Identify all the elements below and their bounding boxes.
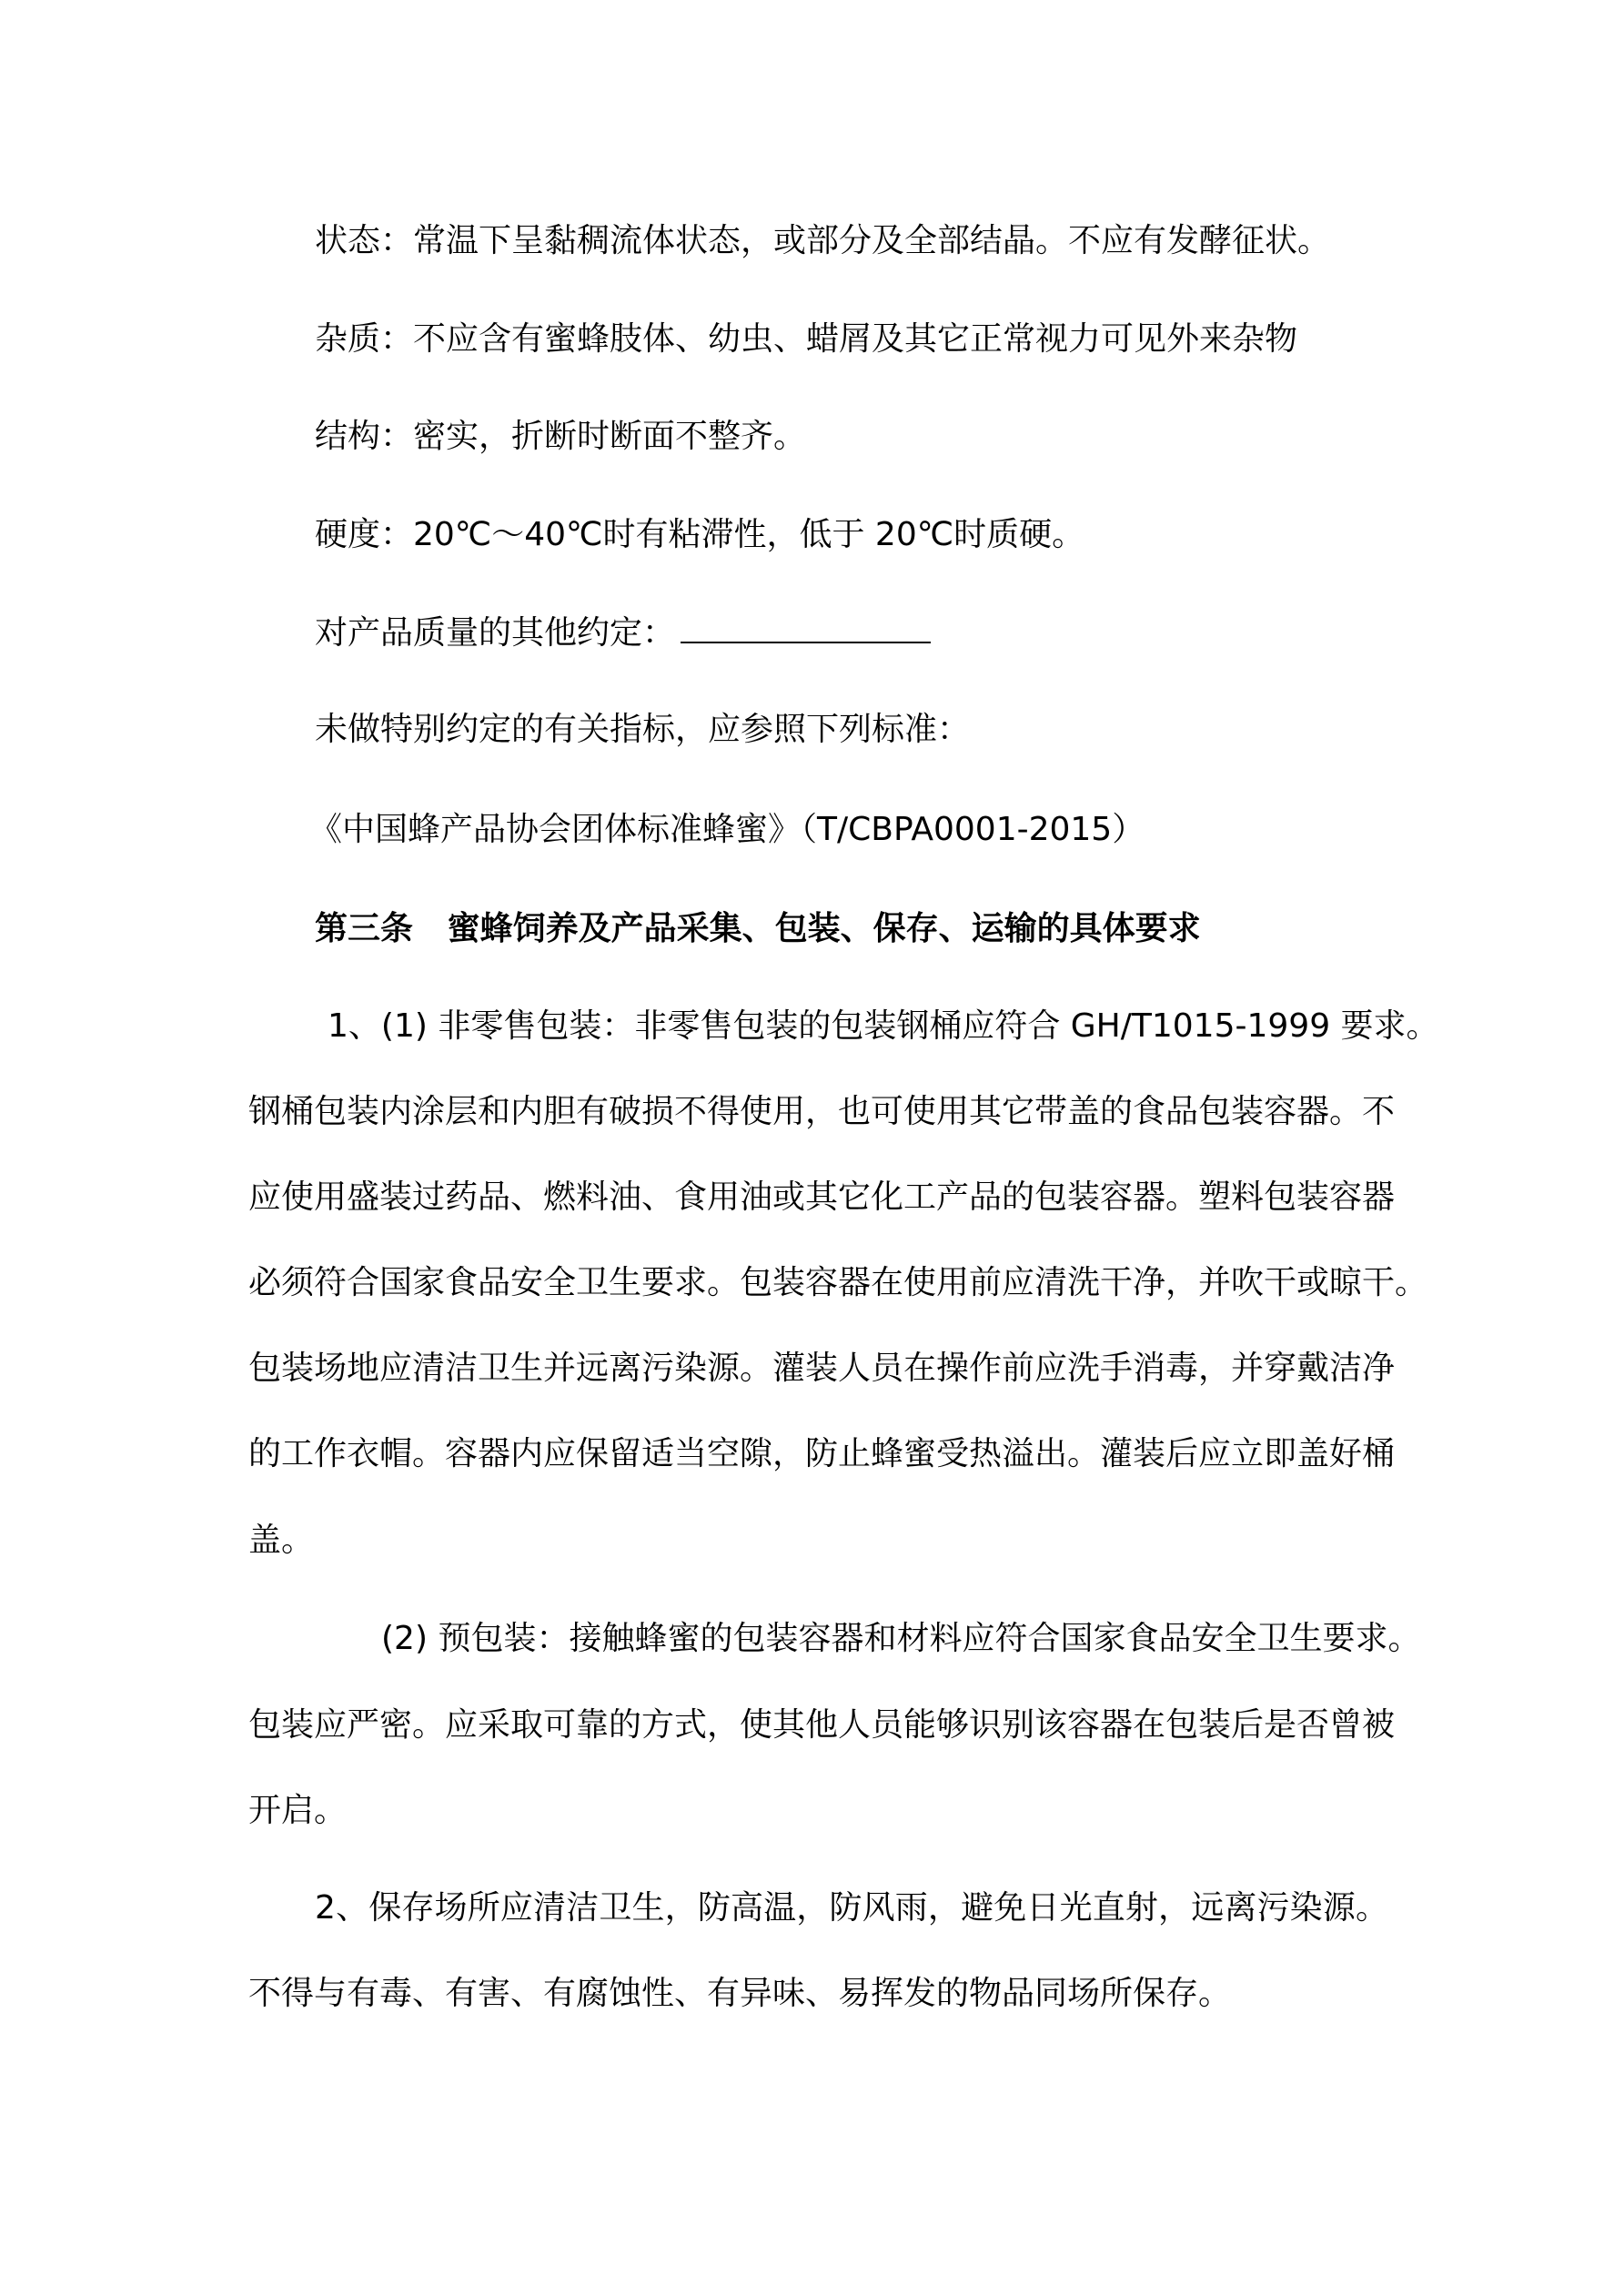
paragraph-line: 包装应严密。应采取可靠的方式，使其他人员能够识别该容器在包装后是否曾被 bbox=[248, 1706, 1396, 1744]
paragraph-line: 2、保存场所应清洁卫生，防高温，防风雨，避免日光直射，远离污染源。 bbox=[315, 1889, 1388, 1927]
paragraph-line: 开启。 bbox=[248, 1792, 348, 1829]
paragraph-line: 包装场地应清洁卫生并远离污染源。灌装人员在操作前应洗手消毒，并穿戴洁净 bbox=[248, 1350, 1396, 1387]
paragraph-line: (2) 预包装：接触蜂蜜的包装容器和材料应符合国家食品安全卫生要求。 bbox=[381, 1620, 1421, 1657]
paragraph-line: 盖。 bbox=[248, 1522, 315, 1559]
fill-in-blank[interactable] bbox=[681, 614, 931, 643]
impurity-line: 杂质：不应含有蜜蜂肢体、幼虫、蜡屑及其它正常视力可见外来杂物 bbox=[315, 320, 1298, 358]
paragraph-line: 1、(1) 非零售包装：非零售包装的包装钢桶应符合 GH/T1015-1999 要求。 bbox=[328, 1007, 1439, 1045]
other-agreement-label: 对产品质量的其他约定： bbox=[315, 614, 676, 652]
article3-heading: 第三条 蜜蜂饲养及产品采集、包装、保存、运输的具体要求 bbox=[315, 910, 1201, 947]
paragraph-line: 应使用盛装过药品、燃料油、食用油或其它化工产品的包装容器。塑料包装容器 bbox=[248, 1178, 1396, 1216]
paragraph-line: 的工作衣帽。容器内应保留适当空隙，防止蜂蜜受热溢出。灌装后应立即盖好桶 bbox=[248, 1435, 1396, 1472]
standard-reference: 《中国蜂产品协会团体标准蜂蜜》（T/CBPA0001-2015） bbox=[309, 811, 1145, 848]
structure-line: 结构：密实，折断时断面不整齐。 bbox=[315, 418, 807, 455]
state-line: 状态：常温下呈黏稠流体状态，或部分及全部结晶。不应有发酵征状。 bbox=[315, 222, 1331, 259]
paragraph-line: 不得与有毒、有害、有腐蚀性、有异味、易挥发的物品同场所保存。 bbox=[248, 1975, 1232, 2012]
paragraph-line: 必须符合国家食品安全卫生要求。包装容器在使用前应清洗干净，并吹干或晾干。 bbox=[248, 1264, 1428, 1301]
reference-intro-line: 未做特别约定的有关指标，应参照下列标准： bbox=[315, 711, 971, 748]
other-agreement-line bbox=[315, 613, 931, 653]
paragraph-line: 钢桶包装内涂层和内胆有破损不得使用，也可使用其它带盖的食品包装容器。不 bbox=[248, 1093, 1396, 1130]
hardness-line: 硬度：20℃～40℃时有粘滞性，低于 20℃时质硬。 bbox=[315, 516, 1085, 553]
